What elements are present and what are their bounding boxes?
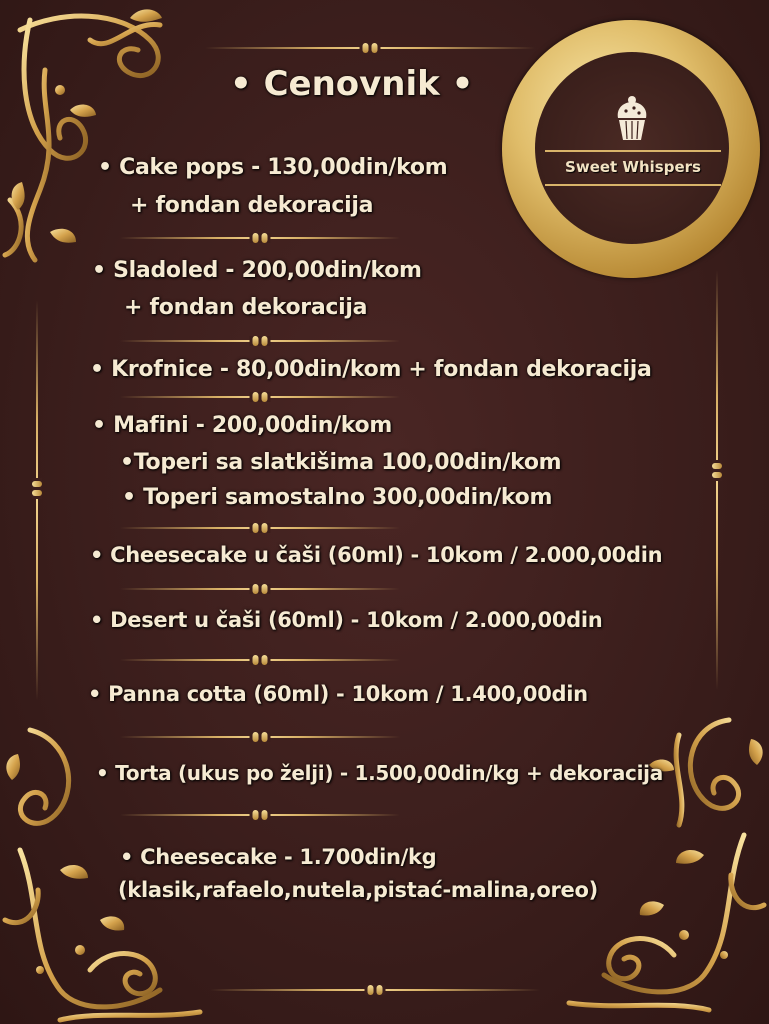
logo-badge: [535, 52, 729, 244]
item-cake-pops: • Cake pops - 130,00din/kom: [98, 155, 448, 180]
top-left-ornament: [0, 0, 200, 300]
divider-5: [120, 584, 400, 594]
cupcake-icon: [612, 94, 652, 142]
logo-line-bottom: [545, 184, 721, 186]
divider-2: [120, 336, 400, 346]
bottom-right-ornament: [529, 705, 769, 1024]
page-title: • Cenovnik •: [230, 64, 474, 104]
item-cheesecake-casa: • Cheesecake u čaši (60ml) - 10kom / 2.000,00din: [90, 543, 663, 567]
divider-1: [120, 233, 400, 243]
item-mafini: • Mafini - 200,00din/kom: [92, 413, 392, 438]
item-sladoled-extra: + fondan dekoracija: [124, 295, 368, 320]
divider-3: [120, 392, 400, 402]
divider-8: [120, 810, 400, 820]
item-cheesecake: • Cheesecake - 1.700din/kg: [120, 845, 437, 869]
item-krofnice: • Krofnice - 80,00din/kom + fondan dekoracija: [90, 357, 652, 382]
divider-6: [120, 655, 400, 665]
item-desert-casa: • Desert u čaši (60ml) - 10kom / 2.000,00din: [90, 608, 603, 632]
item-panna-cotta: • Panna cotta (60ml) - 10kom / 1.400,00din: [88, 682, 588, 706]
brand-name: Sweet Whispers: [565, 158, 701, 176]
bottom-frame-divider: [210, 985, 540, 995]
item-mafini-toperi-samostalno: • Toperi samostalno 300,00din/kom: [122, 485, 553, 510]
item-cheesecake-flavors: (klasik,rafaelo,nutela,pistać-malina,oreo): [118, 878, 598, 902]
item-cake-pops-extra: + fondan dekoracija: [130, 193, 374, 218]
item-torta: • Torta (ukus po želji) - 1.500,00din/kg + dekoracija: [96, 761, 663, 785]
left-frame-line: [36, 300, 38, 700]
item-mafini-toperi-slatkisi: •Toperi sa slatkišima 100,00din/kom: [120, 450, 562, 475]
divider-7: [120, 732, 400, 742]
top-frame-divider: [205, 43, 535, 53]
left-frame-dots: [32, 478, 42, 499]
item-sladoled: • Sladoled - 200,00din/kom: [92, 258, 422, 283]
divider-4: [120, 523, 400, 533]
right-frame-dots: [712, 460, 722, 481]
logo-line-top: [545, 150, 721, 152]
